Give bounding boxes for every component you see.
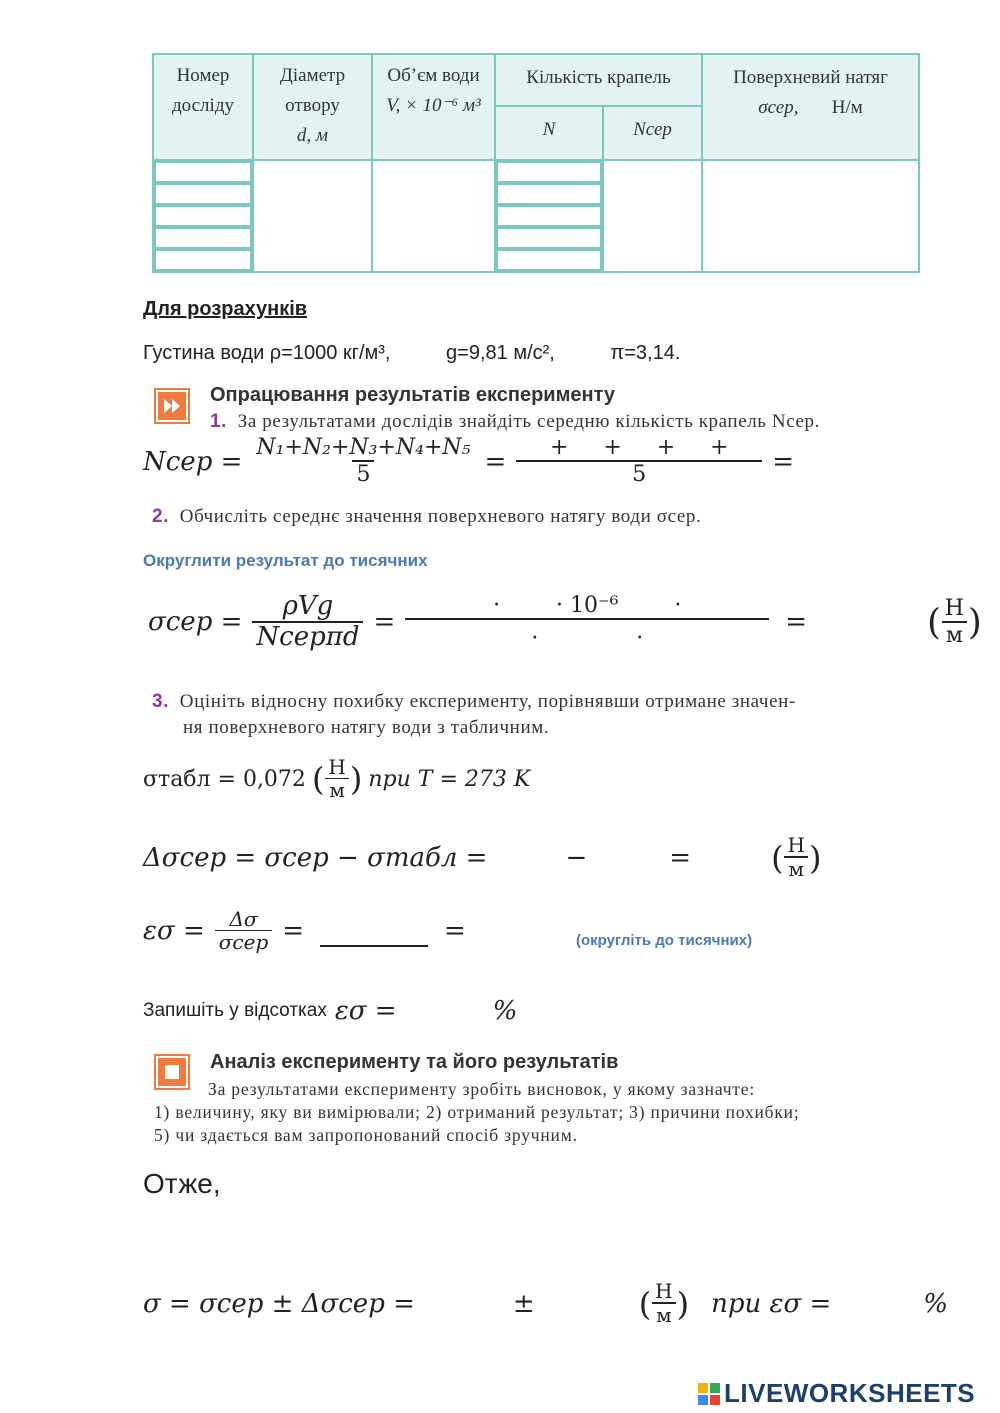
col-header-volume: Об’єм води V, × 10⁻⁶ м³ bbox=[386, 65, 481, 116]
number-input-3[interactable] bbox=[154, 205, 252, 227]
navg-input[interactable] bbox=[604, 161, 701, 271]
constants-line: Густина води ρ=1000 кг/м³, g=9,81 м/с², π=3,14. bbox=[143, 342, 681, 364]
brand-logo: LIVEWORKSHEETS bbox=[698, 1378, 975, 1409]
round-note: Округлити результат до тисячних bbox=[143, 551, 428, 570]
number-input-1[interactable] bbox=[154, 161, 252, 183]
unit-n-per-m: ( $\frac{Н}{м}$ ) bbox=[927, 595, 982, 648]
epsilon-formula: εσ = $\frac{\Delta\sigma}{\text{σсер}}$ = = bbox=[143, 907, 466, 954]
number-input-4[interactable] bbox=[154, 227, 252, 249]
fast-forward-icon bbox=[154, 388, 190, 424]
n-input-5[interactable] bbox=[496, 249, 602, 271]
section2-text: За результатами експерименту зробіть висновок, у якому зазначте: 1) величину, яку ви вимірювали; 2) отриманий результат; 3) причини похибки; 5) чи здається вам запропонований спосіб зручним. bbox=[154, 1079, 800, 1145]
col-header-navg: Nсер bbox=[633, 119, 672, 140]
step1: 1. За результатами дослідів знайдіть середню кількість крапель Nсер. bbox=[210, 411, 820, 432]
n-input-4[interactable] bbox=[496, 227, 602, 249]
section1-title: Опрацювання результатів експерименту bbox=[210, 384, 616, 406]
data-table bbox=[152, 53, 920, 273]
col-header-number: Номер досліду bbox=[171, 65, 234, 116]
formula-navg: Nсер = $\frac{\text{N₁+N₂+N₃+N₄+N₅}}{5}$ = $\frac{+ + + +}{5}$ = bbox=[143, 435, 795, 488]
step2: 2. Обчисліть середнє значення поверхневого натягу води σсер. bbox=[152, 506, 702, 527]
col-header-n: N bbox=[542, 119, 556, 140]
n-input-2[interactable] bbox=[496, 183, 602, 205]
n-input-1[interactable] bbox=[496, 161, 602, 183]
final-formula: σ = σсер ± Δσсер = ± ( $\frac{Н}{м}$ ) при εσ = % bbox=[143, 1279, 948, 1327]
number-input-5[interactable] bbox=[154, 249, 252, 271]
formula-sigma: σсер = $\frac{\text{ρVg}}{\text{Nсерπd}}$ = $\frac{\text{· · 10⁻⁶ ·}}{\cdot \cdot}$ = ( $\frac{Н}{м}$ ) bbox=[148, 591, 982, 652]
sigma-num-input[interactable]: · · 10⁻⁶ · bbox=[493, 592, 682, 618]
col-header-diameter: Діаметр отвору d, м bbox=[279, 65, 346, 146]
step3: 3. Оцініть відносну похибку експерименту, порівнявши отримане значен- ня поверхневого натягу води з табличним. bbox=[152, 691, 796, 738]
epsilon-fraction-input[interactable] bbox=[320, 915, 428, 947]
n-input-3[interactable] bbox=[496, 205, 602, 227]
diameter-input[interactable] bbox=[254, 161, 371, 271]
volume-input[interactable] bbox=[373, 161, 494, 271]
col-header-tension: Поверхневий натяг σсер, Н/м bbox=[733, 67, 888, 118]
col-header-drops: Кількість крапель bbox=[526, 67, 671, 88]
navg-sum-input[interactable]: + + + + bbox=[549, 435, 729, 460]
brand-icon bbox=[698, 1383, 720, 1405]
calc-title: Для розрахунків bbox=[143, 298, 308, 320]
section2-title: Аналіз експерименту та його результатів bbox=[210, 1051, 619, 1073]
sigma-table: σтабл = 0,072 ( $\frac{Н}{м}$ ) при T = 273 K bbox=[143, 755, 531, 802]
otzhe: Отже, bbox=[143, 1168, 221, 1199]
epsilon-note: (округліть до тисячних) bbox=[576, 932, 753, 949]
number-input-2[interactable] bbox=[154, 183, 252, 205]
percent-line: Запишіть у відсотках εσ = % bbox=[143, 996, 518, 1026]
sigma-den-input[interactable]: · · bbox=[405, 618, 769, 651]
tension-input[interactable] bbox=[703, 161, 918, 271]
delta-sigma: Δσсер = σсер − σтабл = − = ( $\frac{Н}{м}$ ) bbox=[143, 833, 822, 881]
